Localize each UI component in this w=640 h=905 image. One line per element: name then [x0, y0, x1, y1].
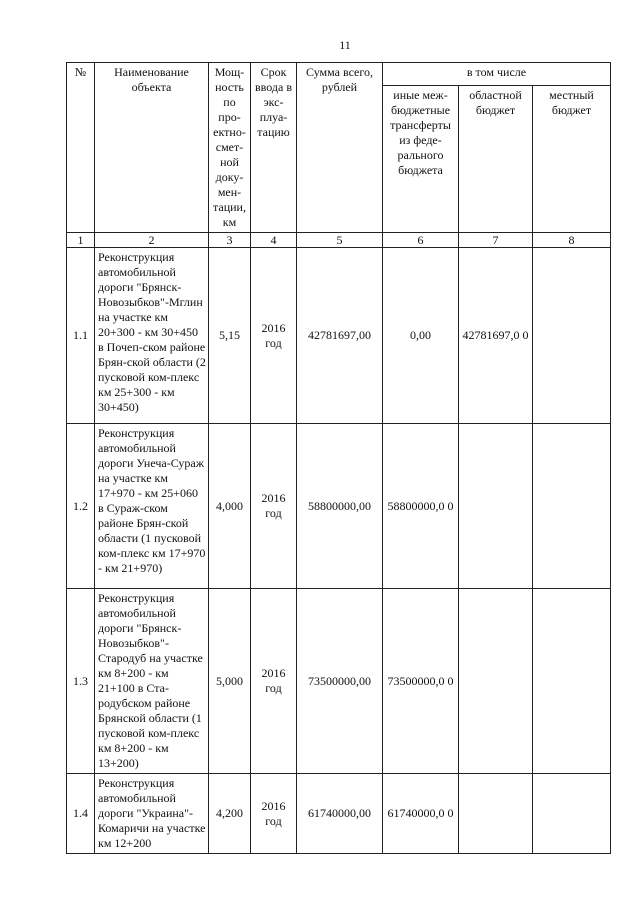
header-including: в том числе [383, 63, 611, 86]
row-local [533, 248, 611, 424]
header-other-transfers: иные меж-бюджетные трансферты из феде-рального бюджета [383, 85, 459, 232]
table-row [67, 424, 611, 589]
row-num: 1.2 [67, 424, 95, 589]
row-num: 1.3 [67, 589, 95, 774]
row-power: 5,000 [209, 589, 251, 774]
column-number-row [67, 233, 611, 248]
table-row [67, 774, 611, 854]
row-power: 4,000 [209, 424, 251, 589]
row-name: Реконструкция автомобильной дороги "Брянск-Новозыбков"-Стародуб на участке км 8+200 - км 21+100 в Ста-родубском районе Брянской области (1 пусковой ком-плекс км 8+200 - км 13+200) [95, 589, 209, 774]
row-term: 2016 год [251, 774, 297, 854]
row-regional [459, 589, 533, 774]
row-other-transfers: 58800000,0 0 [383, 424, 459, 589]
row-sum: 42781697,00 [297, 248, 383, 424]
row-num: 1.4 [67, 774, 95, 854]
header-num: № [67, 63, 95, 233]
budget-table [66, 62, 611, 854]
row-regional [459, 774, 533, 854]
row-sum: 61740000,00 [297, 774, 383, 854]
row-power: 4,200 [209, 774, 251, 854]
column-number: 8 [533, 233, 611, 248]
row-local [533, 589, 611, 774]
header-local: местный бюджет [533, 85, 611, 232]
header-sum: Сумма всего, рублей [297, 63, 383, 233]
row-regional [459, 424, 533, 589]
row-term: 2016 год [251, 424, 297, 589]
header-row-top [67, 63, 611, 86]
column-number: 2 [95, 233, 209, 248]
column-number: 3 [209, 233, 251, 248]
header-name: Наименование объекта [95, 63, 209, 233]
table-row [67, 589, 611, 774]
page-number: 11 [339, 38, 351, 52]
row-local [533, 774, 611, 854]
column-number: 5 [297, 233, 383, 248]
column-number: 7 [459, 233, 533, 248]
column-number: 4 [251, 233, 297, 248]
row-local [533, 424, 611, 589]
row-regional: 42781697,0 0 [459, 248, 533, 424]
row-power: 5,15 [209, 248, 251, 424]
row-term: 2016 год [251, 589, 297, 774]
row-other-transfers: 0,00 [383, 248, 459, 424]
row-num: 1.1 [67, 248, 95, 424]
row-term: 2016 год [251, 248, 297, 424]
row-other-transfers: 61740000,0 0 [383, 774, 459, 854]
row-other-transfers: 73500000,0 0 [383, 589, 459, 774]
row-name: Реконструкция автомобильной дороги "Украина"-Комаричи на участке км 12+200 [95, 774, 209, 854]
header-power: Мощ-ность по про-ектно-смет-ной доку-мен-тации, км [209, 63, 251, 233]
row-sum: 73500000,00 [297, 589, 383, 774]
header-regional: областной бюджет [459, 85, 533, 232]
row-name: Реконструкция автомобильной дороги "Брянск-Новозыбков"-Мглин на участке км 20+300 - км 30+450 в Почеп-ском районе Брян-ской области (2 пусковой ком-плекс км 25+300 - км 30+450) [95, 248, 209, 424]
row-sum: 58800000,00 [297, 424, 383, 589]
header-term: Срок ввода в экс-плуа-тацию [251, 63, 297, 233]
table-row [67, 248, 611, 424]
column-number: 6 [383, 233, 459, 248]
column-number: 1 [67, 233, 95, 248]
row-name: Реконструкция автомобильной дороги Унеча-Сураж на участке км 17+970 - км 25+060 в Сураж-ском районе Брян-ской области (1 пусковой ком-плекс км 17+970 - км 21+970) [95, 424, 209, 589]
